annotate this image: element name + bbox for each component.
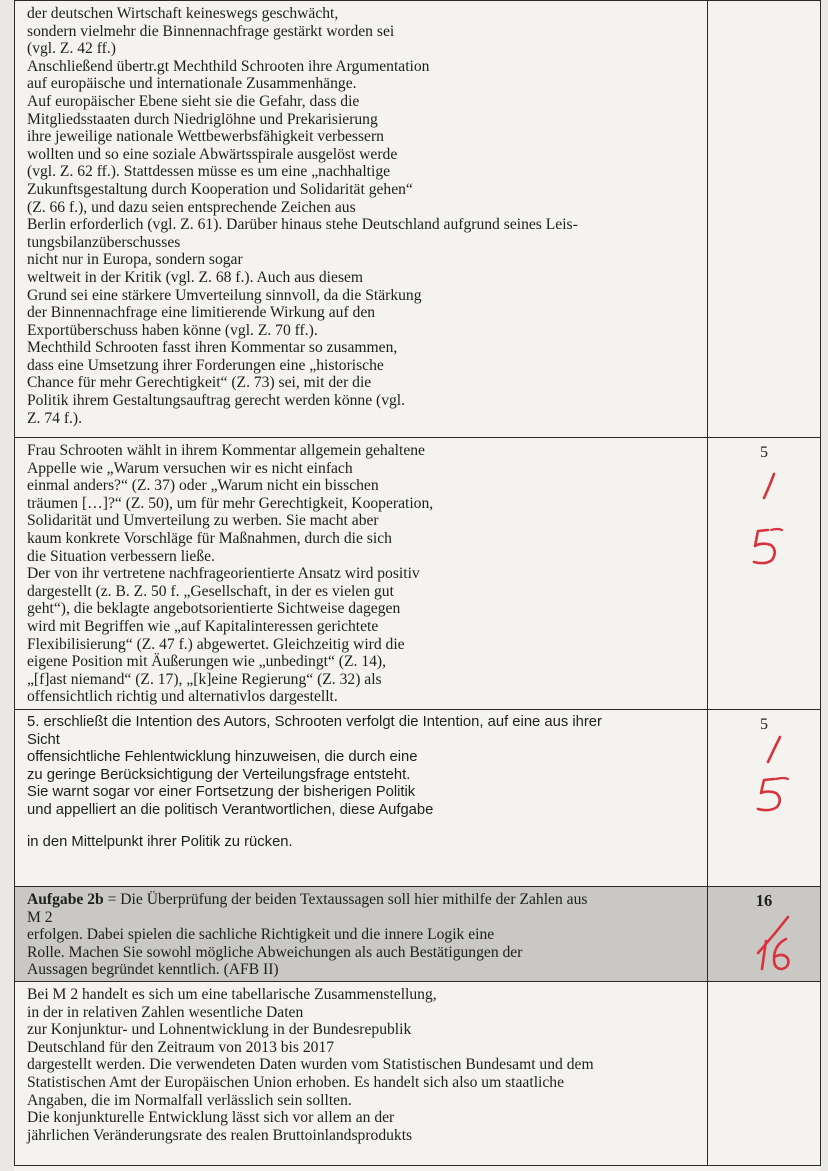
text-line: Sicht <box>27 731 60 748</box>
max-points: 5 <box>760 444 768 461</box>
text-line: Aussagen begründet kenntlich. (AFB II) <box>27 961 279 979</box>
text-line: eigene Position mit Äußerungen wie „unbedingt“ (Z. 14), <box>27 653 387 671</box>
text-line: jährlichen Veränderungsrate des realen Bruttoinlandsprodukts <box>27 1126 413 1144</box>
answer-cell <box>15 438 708 710</box>
text-line: Grund sei eine stärkere Umverteilung sinnvoll, da die Stärkung <box>27 286 422 304</box>
text-line: offensichtlich richtig und alternativlos dargestellt. <box>27 688 338 706</box>
answer-text <box>15 710 707 853</box>
task-lines <box>27 909 699 979</box>
text-line: dargestellt werden. Die verwendeten Daten wurden vom Statistischen Bundesamt und dem <box>27 1056 594 1074</box>
table-row <box>15 982 821 1166</box>
handwritten-grade-mark <box>708 887 820 982</box>
text-line: Mitgliedsstaaten durch Niedriglöhne und Prekarisierung <box>27 110 378 128</box>
task-cell <box>15 887 708 982</box>
answer-lines <box>27 732 699 852</box>
text-line: Flexibilisierung“ (Z. 47 f.) abgewertet. Gleichzeitig wird die <box>27 635 405 653</box>
text-line: auf europäische und internationale Zusammenhänge. <box>27 75 357 93</box>
text-line: sondern vielmehr die Binnennachfrage gestärkt worden sei <box>27 22 395 40</box>
text-line: Chance für mehr Gerechtigkeit“ (Z. 73) sei, mit der die <box>27 374 372 392</box>
text-line: in der in relativen Zahlen wesentliche Daten <box>27 1003 304 1021</box>
text-line: offensichtliche Fehlentwicklung hinzuweisen, die durch eine <box>27 749 418 766</box>
text-line: Deutschland für den Zeitraum von 2013 bis 2017 <box>27 1038 335 1056</box>
text-line: Politik ihrem Gestaltungsauftrag gerecht werden könne (vgl. <box>27 392 406 410</box>
table-row <box>15 1 821 438</box>
text-line: Statistischen Amt der Europäischen Union erhoben. Es handelt sich also um staatliche <box>27 1073 564 1091</box>
handwritten-grade-mark <box>708 438 820 710</box>
text-line: Exportüberschuss haben könne (vgl. Z. 70 ff.). <box>27 321 318 339</box>
text-line: Der von ihr vertretene nachfrageorientierte Ansatz wird positiv <box>27 565 420 583</box>
text-line: in den Mittelpunkt ihrer Politik zu rücken. <box>27 833 293 850</box>
text-line: wollten und so eine soziale Abwärtsspirale ausgelöst werde <box>27 145 398 163</box>
answer-cell <box>15 710 708 887</box>
text-line: Mechthild Schrooten fasst ihren Kommentar so zusammen, <box>27 339 398 357</box>
text-line: kaum konkrete Vorschläge für Maßnahmen, durch die sich <box>27 529 392 547</box>
text-line: Angaben, die im Normalfall verlässlich sein sollten. <box>27 1091 352 1109</box>
text-line: Sie warnt sogar vor einer Fortsetzung der bisherigen Politik <box>27 784 416 801</box>
text-line: dass eine Umsetzung ihrer Forderungen eine „historische <box>27 356 384 374</box>
answer-text <box>15 1 707 429</box>
task-first-line: = Die Überprüfung der beiden Textaussagen soll hier mithilfe der Zahlen aus <box>103 891 588 908</box>
table-row <box>15 438 821 710</box>
points-cell <box>708 887 821 982</box>
text-line: erfolgen. Dabei spielen die sachliche Richtigkeit und die innere Logik eine <box>27 926 495 944</box>
text-line: Frau Schrooten wählt in ihrem Kommentar allgemein gehaltene <box>27 442 425 459</box>
text-line: wird mit Begriffen wie „auf Kapitalinteressen gerichtete <box>27 617 379 635</box>
text-line: träumen […]?“ (Z. 50), um für mehr Gerechtigkeit, Kooperation, <box>27 494 434 512</box>
text-line: M 2 <box>27 908 53 926</box>
table-row <box>15 710 821 887</box>
points-cell <box>708 710 821 887</box>
max-points: 16 <box>755 891 773 910</box>
text-line: zur Konjunktur- und Lohnentwicklung in der Bundesrepublik <box>27 1021 412 1039</box>
text-line: (vgl. Z. 42 ff.) <box>27 40 116 58</box>
text-line: der deutschen Wirtschaft keineswegs geschwächt, <box>27 5 339 22</box>
handwritten-grade-mark <box>708 710 820 887</box>
answer-cell <box>15 1 708 438</box>
text-line: Die konjunkturelle Entwicklung lässt sich vor allem an der <box>27 1109 395 1127</box>
text-line: die Situation verbessern ließe. <box>27 547 215 565</box>
text-line: nicht nur in Europa, sondern sogar <box>27 251 243 269</box>
text-line: geht“), die beklagte angebotsorientierte Sichtweise dagegen <box>27 600 401 618</box>
text-line: der Binnennachfrage eine limitierende Wirkung auf den <box>27 304 376 322</box>
text-line: Zukunftsgestaltung durch Kooperation und Solidarität gehen“ <box>27 180 413 198</box>
text-line: Solidarität und Umverteilung zu werben. Sie macht aber <box>27 512 379 530</box>
answer-text <box>15 438 707 708</box>
text-line: tungsbilanzüberschusses <box>27 233 181 251</box>
text-line: (vgl. Z. 62 ff.). Stattdessen müsse es um eine „nachhaltige <box>27 163 391 181</box>
text-line: Anschließend übertr.gt Mechthild Schrooten ihre Argumentation <box>27 57 430 75</box>
text-line: ihre jeweilige nationale Wettbewerbsfähigkeit verbessern <box>27 128 384 146</box>
text-line: Z. 74 f.). <box>27 409 82 427</box>
answer-text <box>15 982 707 1146</box>
text-line: Berlin erforderlich (vgl. Z. 61). Darüber hinaus stehe Deutschland aufgrund seines Leis- <box>27 216 578 234</box>
text-line: Rolle. Machen Sie sowohl mögliche Abweichungen als auch Bestätigungen der <box>27 943 523 961</box>
text-line: weltweit in der Kritik (vgl. Z. 68 f.). Auch aus diesem <box>27 268 364 286</box>
max-points: 5 <box>760 716 768 733</box>
task-label: Aufgabe 2b <box>27 891 104 908</box>
text-line: Bei M 2 handelt es sich um eine tabellarische Zusammenstellung, <box>27 986 437 1003</box>
answer-lead-line: 5. erschließt die Intention des Autors, Schrooten verfolgt die Intention, auf eine aus ihrer <box>27 714 602 730</box>
text-line: einmal anders?“ (Z. 37) oder „Warum nicht ein bisschen <box>27 477 379 495</box>
points-cell <box>708 1 821 438</box>
text-line: und appelliert an die politisch Verantwortlichen, diese Aufgabe <box>27 801 434 818</box>
grading-table <box>14 0 821 1166</box>
text-line: (Z. 66 f.), und dazu seien entsprechende Zeichen aus <box>27 198 356 216</box>
answer-cell <box>15 982 708 1166</box>
task-text <box>15 887 707 981</box>
points-cell <box>708 982 821 1166</box>
text-line: Auf europäischer Ebene sieht sie die Gefahr, dass die <box>27 92 360 110</box>
text-line: dargestellt (z. B. Z. 50 f. „Gesellschaft, in der es vielen gut <box>27 582 394 600</box>
task-header-row <box>15 887 821 982</box>
points-cell <box>708 438 821 710</box>
text-line: Appelle wie „Warum versuchen wir es nicht einfach <box>27 459 353 477</box>
text-line: zu geringe Berücksichtigung der Verteilungsfrage entsteht. <box>27 766 411 783</box>
text-line: „[f]ast niemand“ (Z. 17), „[k]eine Regierung“ (Z. 32) als <box>27 670 382 688</box>
